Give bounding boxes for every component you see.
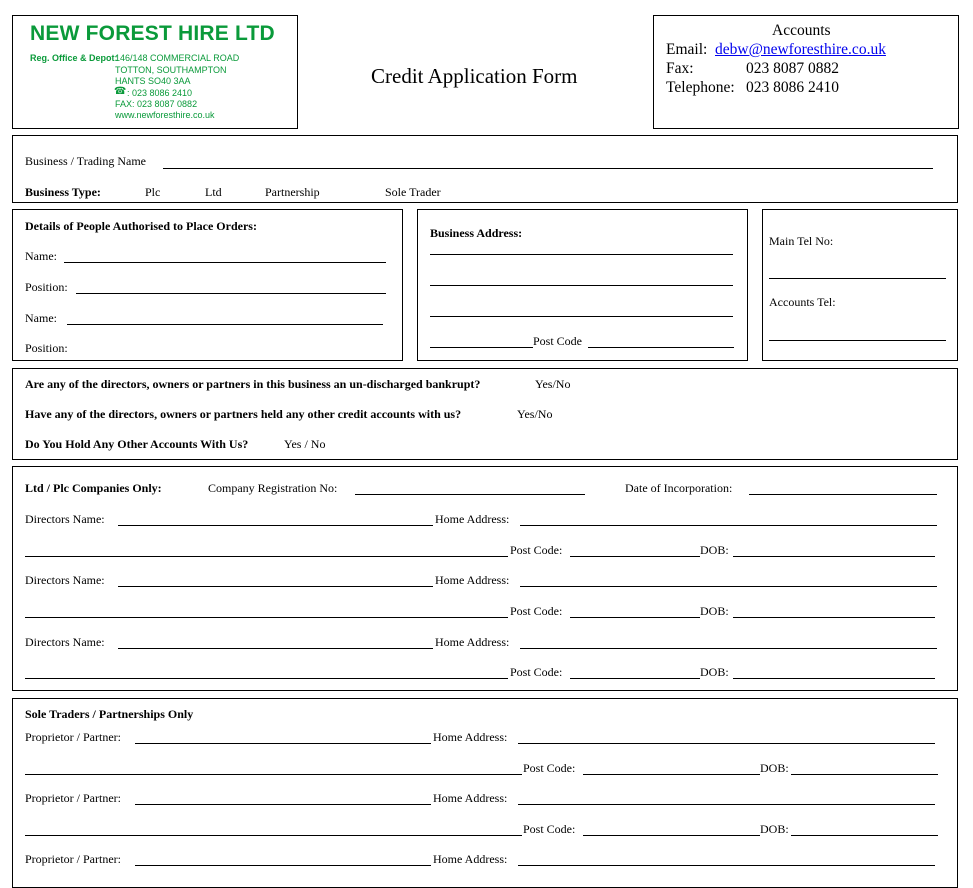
address-postcode-field[interactable] (588, 347, 734, 348)
question-other-credit: Have any of the directors, owners or partners held any other credit accounts with us? (25, 407, 462, 421)
address-line-field-1[interactable] (430, 254, 733, 255)
authorised-people-section (12, 209, 403, 361)
director-dob-field-3[interactable] (733, 678, 935, 679)
incorporation-label: Date of Incorporation: (625, 481, 733, 495)
business-type-partnership[interactable]: Partnership (265, 185, 320, 199)
director-name-label-1: Directors Name: (25, 512, 105, 526)
company-web: www.newforesthire.co.uk (115, 110, 215, 120)
address-line-1: 146/148 COMMERCIAL ROAD (115, 53, 240, 63)
director-home-field-2[interactable] (520, 586, 937, 587)
proprietor-dob-field-1[interactable] (791, 774, 938, 775)
position-label-2: Position: (25, 341, 68, 355)
address-line-2: TOTTON, SOUTHAMPTON (115, 65, 227, 75)
telephone-section (762, 209, 958, 361)
proprietor-home-label-3: Home Address: (433, 852, 508, 866)
proprietor-label-1: Proprietor / Partner: (25, 730, 121, 744)
director-postcode-field-2[interactable] (570, 617, 700, 618)
name-label-2: Name: (25, 311, 57, 325)
director-address-field-1[interactable] (25, 556, 508, 557)
main-tel-field[interactable] (769, 278, 946, 279)
company-reg-label: Company Registration No: (208, 481, 338, 495)
director-postcode-label-2: Post Code: (510, 604, 563, 618)
proprietor-address-field-1[interactable] (25, 774, 522, 775)
director-address-field-3[interactable] (25, 678, 508, 679)
director-dob-field-2[interactable] (733, 617, 935, 618)
director-home-label-3: Home Address: (435, 635, 510, 649)
accounts-email-link[interactable]: debw@newforesthire.co.uk (715, 41, 886, 58)
proprietor-postcode-field-2[interactable] (583, 835, 760, 836)
incorporation-field[interactable] (749, 494, 937, 495)
director-dob-label-3: DOB: (700, 665, 729, 679)
answer-other-credit[interactable]: Yes/No (517, 407, 553, 421)
business-name-field[interactable] (163, 168, 933, 169)
office-label: Reg. Office & Depot: (30, 53, 118, 63)
accounts-fax: 023 8087 0882 (746, 60, 839, 77)
position-field-1[interactable] (76, 293, 386, 294)
company-logo-box (12, 15, 298, 129)
accounts-box (653, 15, 959, 129)
business-type-plc[interactable]: Plc (145, 185, 161, 199)
director-postcode-field-3[interactable] (570, 678, 700, 679)
director-name-field-1[interactable] (118, 525, 433, 526)
proprietor-field-1[interactable] (135, 743, 431, 744)
name-field-1[interactable] (64, 262, 386, 263)
business-address-section (417, 209, 748, 361)
accounts-email-label: Email: (666, 41, 708, 58)
director-address-field-2[interactable] (25, 617, 508, 618)
director-dob-label-1: DOB: (700, 543, 729, 557)
director-name-field-2[interactable] (118, 586, 433, 587)
proprietor-label-3: Proprietor / Partner: (25, 852, 121, 866)
answer-bankrupt[interactable]: Yes/No (535, 377, 571, 391)
director-dob-label-2: DOB: (700, 604, 729, 618)
proprietor-home-label-2: Home Address: (433, 791, 508, 805)
accounts-tel-label: Telephone: (666, 79, 735, 96)
ltd-heading: Ltd / Plc Companies Only: (25, 481, 162, 495)
name-label-1: Name: (25, 249, 57, 263)
business-section (12, 135, 958, 203)
authorised-people-heading: Details of People Authorised to Place Orders: (25, 219, 257, 233)
director-name-label-3: Directors Name: (25, 635, 105, 649)
form-title: Credit Application Form (371, 64, 578, 88)
accounts-heading: Accounts (772, 22, 831, 39)
director-home-label-2: Home Address: (435, 573, 510, 587)
answer-other-accounts[interactable]: Yes / No (284, 437, 326, 451)
director-name-label-2: Directors Name: (25, 573, 105, 587)
business-type-ltd[interactable]: Ltd (205, 185, 222, 199)
director-name-field-3[interactable] (118, 648, 433, 649)
proprietor-dob-label-2: DOB: (760, 822, 789, 836)
sole-traders-section (12, 698, 958, 888)
business-type-label: Business Type: (25, 185, 101, 199)
director-postcode-label-1: Post Code: (510, 543, 563, 557)
address-postcode-pre-line[interactable] (430, 347, 533, 348)
director-home-label-1: Home Address: (435, 512, 510, 526)
proprietor-home-label-1: Home Address: (433, 730, 508, 744)
company-fax: FAX: 023 8087 0882 (115, 99, 198, 109)
director-home-field-3[interactable] (520, 648, 937, 649)
director-dob-field-1[interactable] (733, 556, 935, 557)
company-reg-field[interactable] (355, 494, 585, 495)
proprietor-home-field-2[interactable] (518, 804, 935, 805)
question-other-accounts: Do You Hold Any Other Accounts With Us? (25, 437, 249, 451)
director-postcode-label-3: Post Code: (510, 665, 563, 679)
proprietor-postcode-label-1: Post Code: (523, 761, 576, 775)
position-label-1: Position: (25, 280, 68, 294)
accounts-tel: 023 8086 2410 (746, 79, 839, 96)
ltd-plc-section (12, 466, 958, 691)
questions-section (12, 368, 958, 460)
name-field-2[interactable] (67, 324, 383, 325)
proprietor-label-2: Proprietor / Partner: (25, 791, 121, 805)
address-line-field-2[interactable] (430, 285, 733, 286)
director-home-field-1[interactable] (520, 525, 937, 526)
question-bankrupt: Are any of the directors, owners or partners in this business an un-discharged bankrupt? (25, 377, 481, 391)
proprietor-postcode-label-2: Post Code: (523, 822, 576, 836)
phone-icon: ☎ (114, 86, 127, 97)
proprietor-dob-field-2[interactable] (791, 835, 938, 836)
business-address-heading: Business Address: (430, 226, 523, 240)
sole-heading: Sole Traders / Partnerships Only (25, 707, 194, 721)
accounts-tel-label-field: Accounts Tel: (769, 295, 836, 309)
company-tel: : 023 8086 2410 (127, 88, 193, 98)
address-line-field-3[interactable] (430, 316, 733, 317)
business-name-label: Business / Trading Name (25, 154, 147, 168)
business-type-sole-trader[interactable]: Sole Trader (385, 185, 441, 199)
accounts-tel-field[interactable] (769, 340, 946, 341)
proprietor-home-field-1[interactable] (518, 743, 935, 744)
proprietor-field-3[interactable] (135, 865, 431, 866)
proprietor-postcode-field-1[interactable] (583, 774, 760, 775)
proprietor-dob-label-1: DOB: (760, 761, 789, 775)
company-name: NEW FOREST HIRE LTD (30, 22, 275, 45)
director-postcode-field-1[interactable] (570, 556, 700, 557)
proprietor-home-field-3[interactable] (518, 865, 935, 866)
accounts-fax-label: Fax: (666, 60, 694, 77)
proprietor-field-2[interactable] (135, 804, 431, 805)
main-tel-label: Main Tel No: (769, 234, 834, 248)
address-postcode-label: Post Code (533, 334, 583, 348)
proprietor-address-field-2[interactable] (25, 835, 522, 836)
address-line-3: HANTS SO40 3AA (115, 76, 191, 86)
